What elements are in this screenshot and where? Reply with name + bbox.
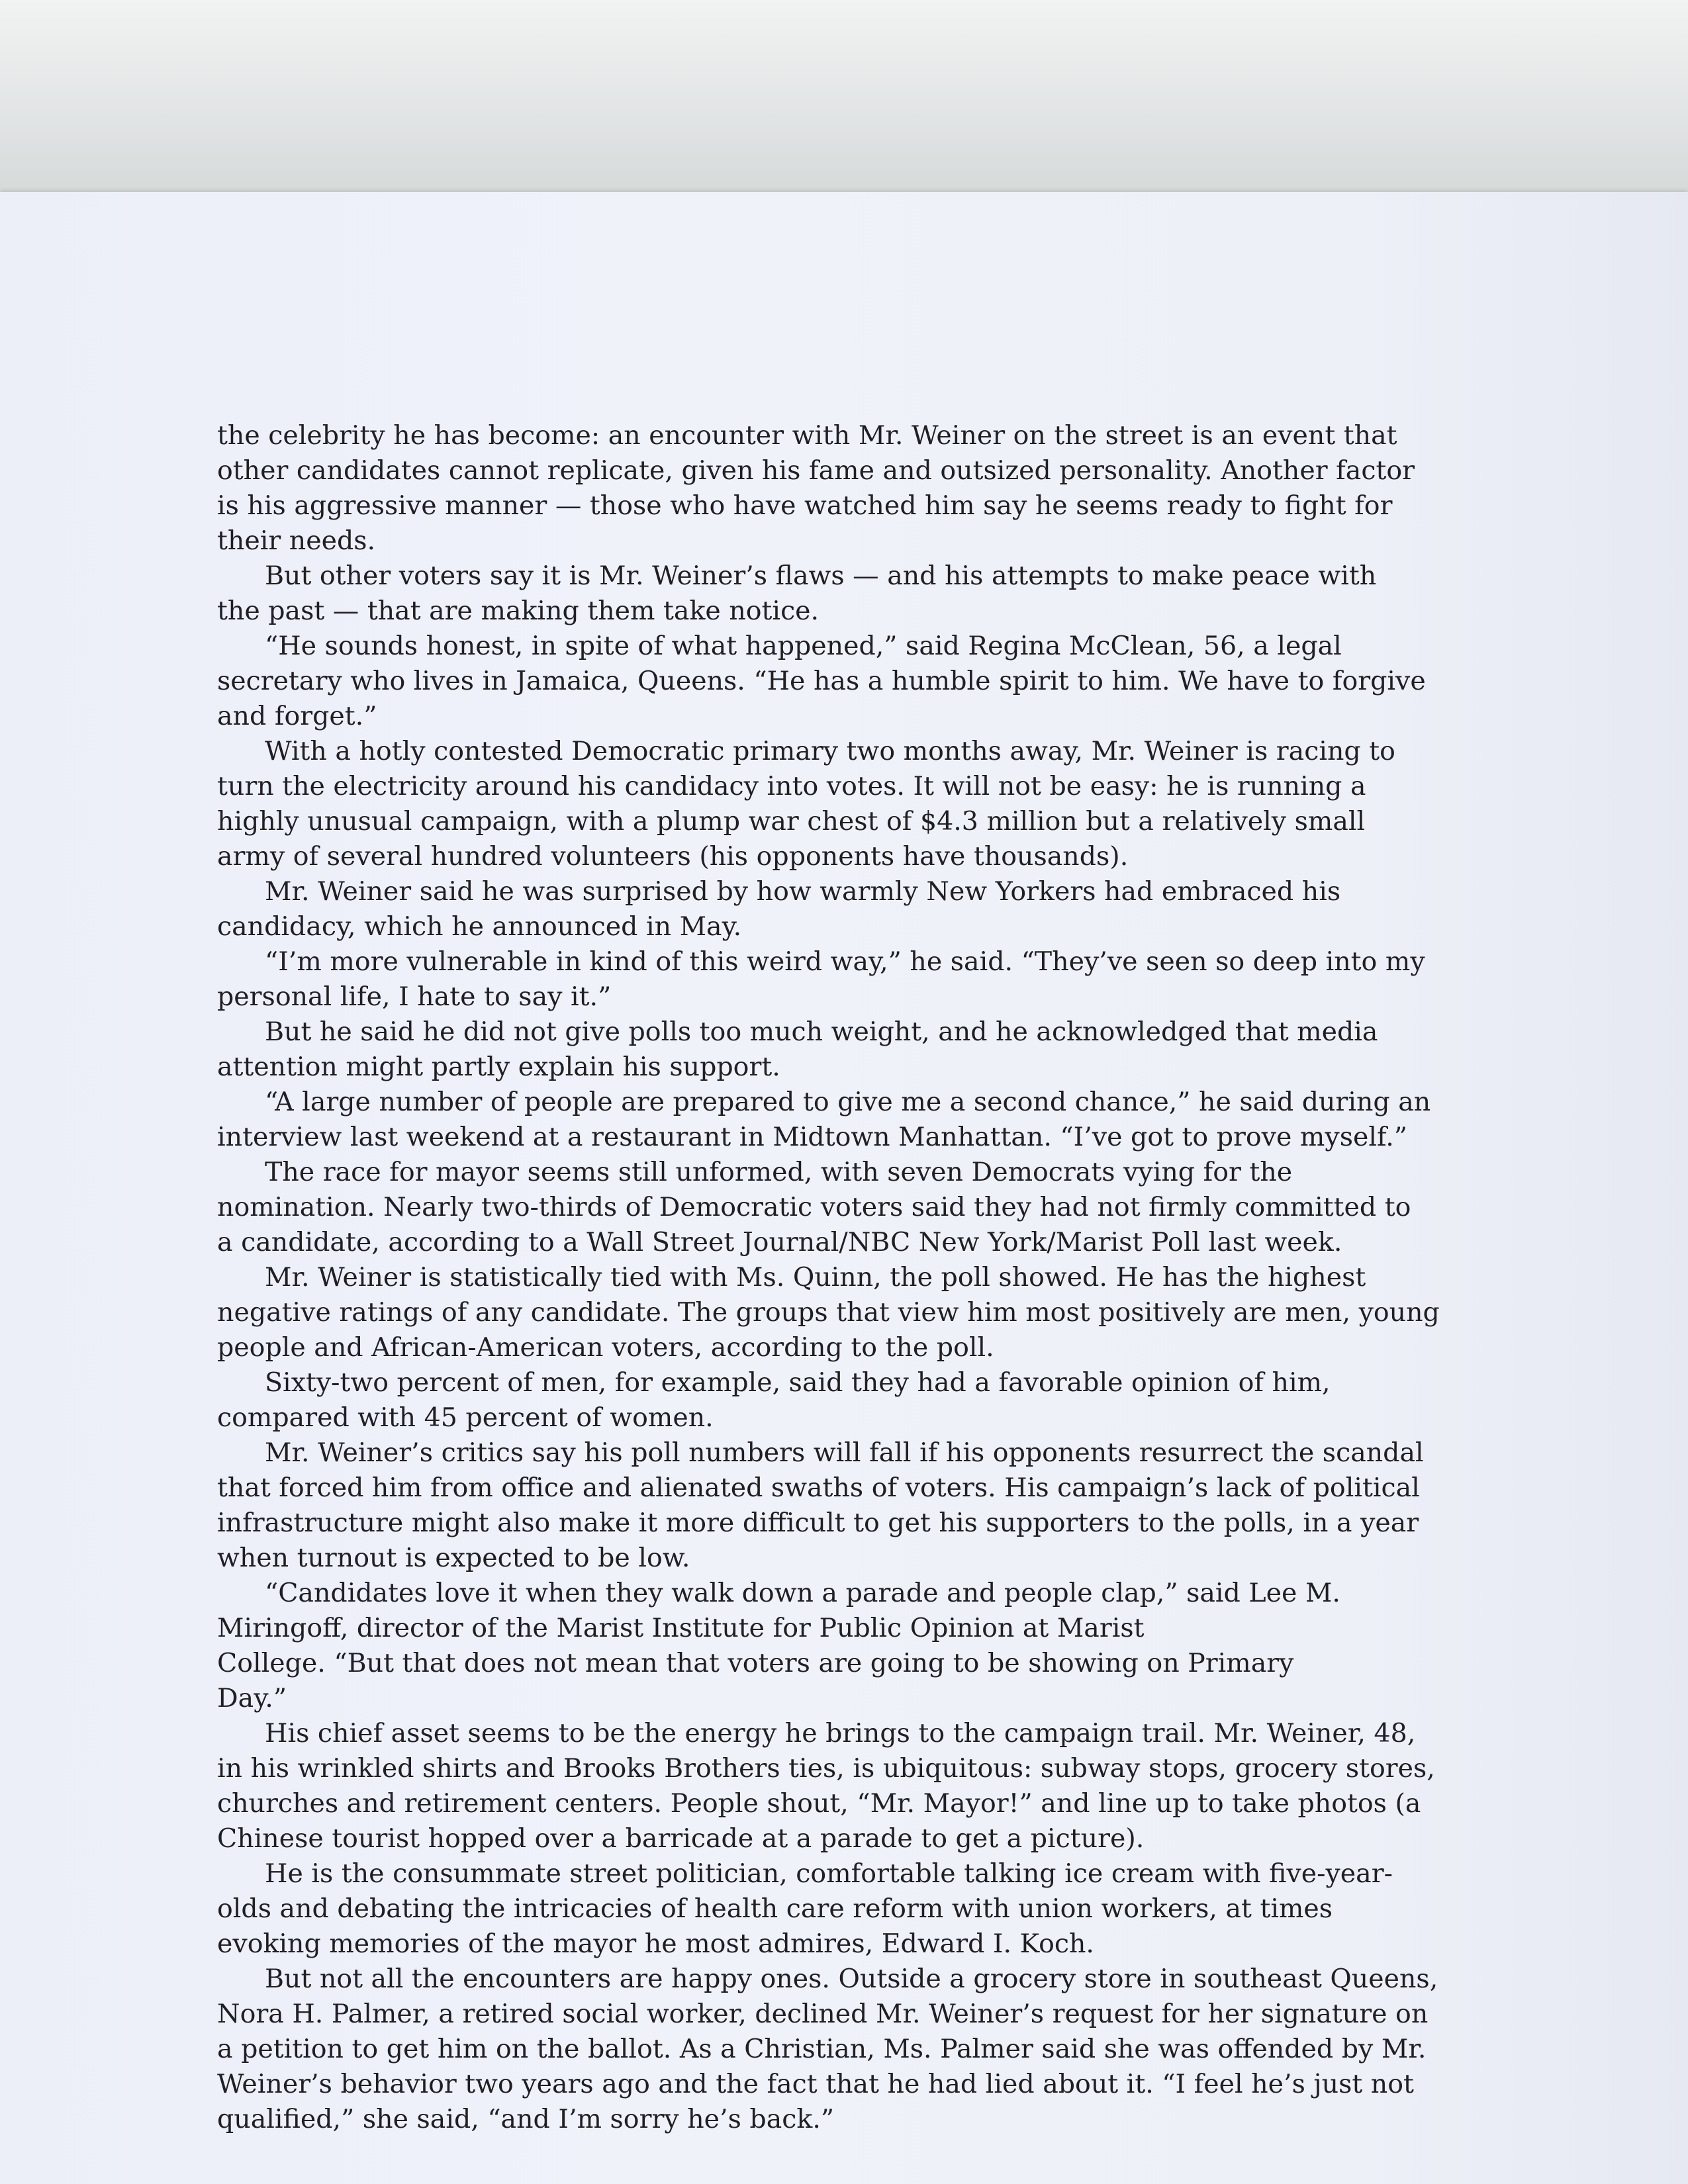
- paragraph-2: But other voters say it is Mr. Weiner’s flaws — and his attempts to make peace with the past — that are making them take notice.: [217, 561, 1377, 626]
- paragraph-6: “I’m more vulnerable in kind of this weird way,” he said. “They’ve seen so deep into my personal life, I hate to say it.”: [217, 946, 1425, 1012]
- paragraph-8: “A large number of people are prepared to give me a second chance,” he said during an interview last weekend at a restaurant in Midtown Manhattan. “I’ve got to prove myself.”: [217, 1087, 1431, 1152]
- scanner-background: [0, 0, 1688, 192]
- paragraph-15: He is the consummate street politician, comfortable talking ice cream with five-year- olds and debating the intricacies of health care reform with union workers, at times evoking memories of the mayor he most admires, Edward I. Koch.: [217, 1858, 1393, 1959]
- article-text: [217, 418, 1488, 2137]
- paragraph-3: “He sounds honest, in spite of what happened,” said Regina McClean, 56, a legal secretary who lives in Jamaica, Queens. “He has a humble spirit to him. We have to forgive and forget.”: [217, 631, 1426, 731]
- paragraph-5: Mr. Weiner said he was surprised by how warmly New Yorkers had embraced his candidacy, which he announced in May.: [217, 876, 1341, 942]
- paragraph-14: His chief asset seems to be the energy he brings to the campaign trail. Mr. Weiner, 48, in his wrinkled shirts and Brooks Brothers ties, is ubiquitous: subway stops, grocery stores, churches and retirement centers. People shout, “Mr. Mayor!” and line up to take photos (a Chinese tourist hopped over a barricade at a parade to get a picture).: [217, 1718, 1435, 1854]
- paragraph-12: Mr. Weiner’s critics say his poll numbers will fall if his opponents resurrect the scandal that forced him from office and alienated swaths of voters. His campaign’s lack of political infrastructure might also make it more difficult to get his supporters to the polls, in a year when turnout is expected to be low.: [217, 1437, 1424, 1573]
- paragraph-16: But not all the encounters are happy ones. Outside a grocery store in southeast Queens, Nora H. Palmer, a retired social worker, declined Mr. Weiner’s request for her signature on a petition to get him on the ballot. As a Christian, Ms. Palmer said she was offended by Mr. Weiner’s behavior two years ago and the fact that he had lied about it. “I feel he’s just not qualified,” she said, “and I’m sorry he’s back.”: [217, 1964, 1438, 2134]
- paragraph-1: the celebrity he has become: an encounter with Mr. Weiner on the street is an event that other candidates cannot replicate, given his fame and outsized personality. Another factor is his aggressive manner — those who have watched him say he seems ready to fight for their needs.: [217, 420, 1415, 556]
- paragraph-10: Mr. Weiner is statistically tied with Ms. Quinn, the poll showed. He has the highest negative ratings of any candidate. The groups that view him most positively are men, young people and African-American voters, according to the poll.: [217, 1262, 1440, 1363]
- paragraph-11: Sixty-two percent of men, for example, said they had a favorable opinion of him, compared with 45 percent of women.: [217, 1367, 1331, 1433]
- paragraph-9: The race for mayor seems still unformed, with seven Democrats vying for the nomination. Nearly two-thirds of Democratic voters said they had not firmly committed to a candidate, according to a Wall Street Journal/NBC New York/Marist Poll last week.: [217, 1157, 1411, 1257]
- paragraph-4: With a hotly contested Democratic primary two months away, Mr. Weiner is racing to turn the electricity around his candidacy into votes. It will not be easy: he is running a highly unusual campaign, with a plump war chest of $4.3 million but a relatively small army of several hundred volunteers (his opponents have thousands).: [217, 736, 1395, 872]
- paragraph-7: But he said he did not give polls too much weight, and he acknowledged that media attention might partly explain his support.: [217, 1017, 1378, 1082]
- paragraph-13: “Candidates love it when they walk down a parade and people clap,” said Lee M. Miringoff, director of the Marist Institute for Public Opinion at Marist College. “But that does not mean that voters are going to be showing on Primary Day.”: [217, 1578, 1340, 1713]
